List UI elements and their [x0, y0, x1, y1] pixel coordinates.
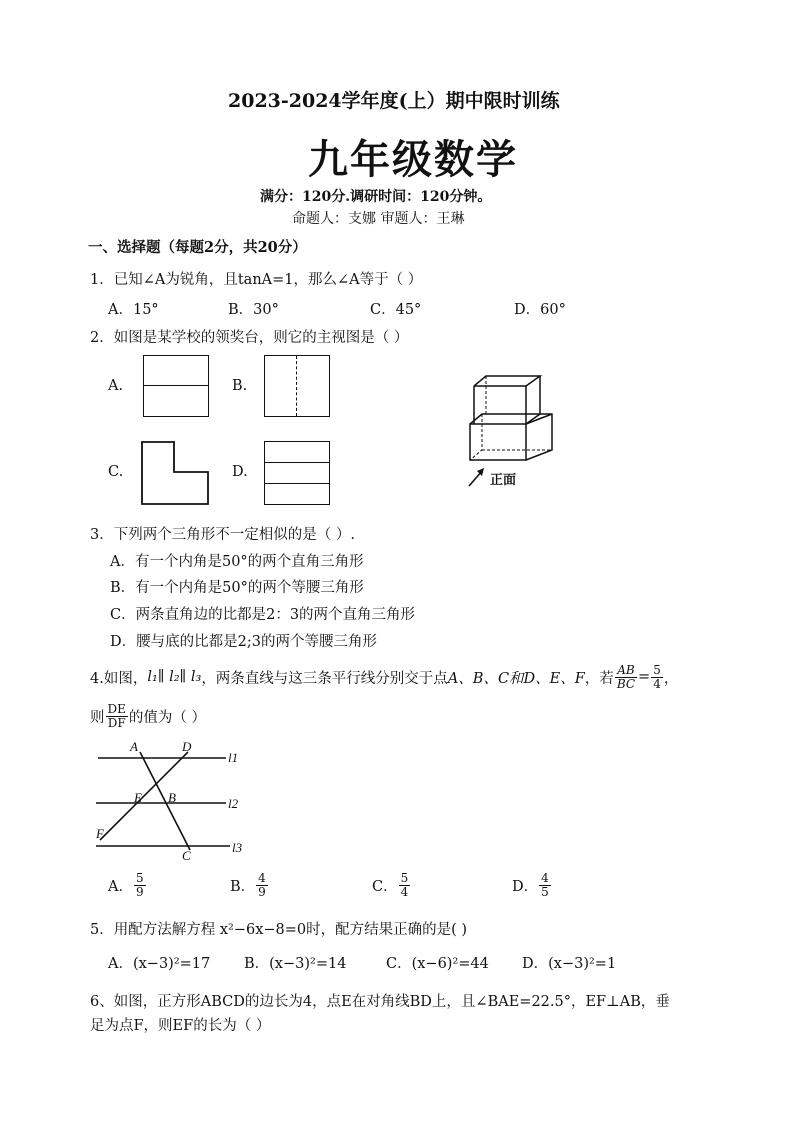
q4-ratio-equals: = [638, 669, 651, 686]
question-2-stem: 2．如图是某学校的领奖台，则它的主视图是（ ） [90, 330, 409, 346]
label-e: E [134, 790, 142, 805]
q5-option-c: C．(x−6)²=44 [386, 956, 489, 972]
q2-option-b-figure [264, 355, 330, 417]
q4-points: A、B、C和D、E、F [447, 670, 585, 687]
label-l2: l2 [228, 796, 239, 811]
q1-option-c: C．45° [370, 302, 422, 318]
q1-option-b: B．30° [228, 302, 279, 318]
q1-option-d: D．60° [514, 302, 566, 318]
q4-line2-pre: 则 [90, 709, 105, 726]
label-b: B [168, 790, 176, 805]
q4-stem-part-d: ， [663, 670, 679, 687]
question-1-stem: 1．已知∠A为锐角，且tanA=1，那么∠A等于（ ） [90, 272, 423, 288]
section-heading: 一、选择题（每题2分，共20分） [88, 239, 307, 256]
q4-parallel-lines: l₁∥ l₂∥ l₃ [147, 669, 202, 686]
question-6-line1: 6、如图，正方形ABCD的边长为4，点E在对角线BD上，且∠BAE=22.5°，EF⊥AB，垂 [90, 994, 670, 1010]
q4-stem-part-b: ，两条直线与这三条平行线分别交于点 [201, 670, 448, 687]
q2-option-c-figure [141, 441, 211, 507]
score-time-info: 满分：120分.调研时间：120分钟。 [260, 189, 492, 205]
front-arrow-icon [466, 466, 488, 488]
q4-ratio-value: $\frac{5}{4}$ [653, 663, 661, 691]
question-5-stem: 5．用配方法解方程 x²−6x−8=0时，配方结果正确的是( ) [90, 922, 468, 938]
q5-option-b: B．(x−3)²=14 [244, 956, 347, 972]
q2-option-a-label: A. [108, 378, 124, 394]
q2-option-a-figure [143, 355, 209, 417]
label-c: C [182, 848, 191, 863]
question-3-stem: 3．下列两个三角形不一定相似的是（ ）. [90, 527, 355, 543]
podium-figure [460, 372, 580, 472]
question-6-line2: 足为点F，则EF的长为（ ） [90, 1018, 271, 1034]
q4-ask-fraction: $\frac{DE}{DF}$ [107, 702, 126, 730]
parallel-lines-figure [88, 738, 258, 863]
q1-option-a: A．15° [108, 302, 159, 318]
q4-option-d: D． $\frac{4}{5}$ [512, 871, 549, 899]
q2-option-d-figure [264, 441, 330, 505]
q4-stem-part-a: 4.如图， [90, 670, 148, 687]
q3-option-b: B．有一个内角是50°的两个等腰三角形 [110, 580, 364, 596]
q4-line2-post: 的值为（ ） [128, 709, 206, 726]
q3-option-a: A．有一个内角是50°的两个直角三角形 [110, 554, 364, 570]
q4-option-b: B． $\frac{4}{9}$ [230, 871, 266, 899]
q2-option-d-label: D. [232, 464, 248, 480]
authors-info: 命题人：支娜 审题人：王琳 [292, 211, 465, 227]
q4-ratio-fraction: $\frac{AB}{BC}$ [616, 663, 636, 691]
label-l1: l1 [228, 750, 239, 765]
q2-option-b-label: B. [232, 378, 248, 394]
q3-option-d: D．腰与底的比都是2;3的两个等腰三角形 [110, 634, 377, 650]
page-title: 九年级数学 [308, 136, 518, 183]
q3-option-c: C．两条直角边的比都是2：3的两个直角三角形 [110, 607, 416, 623]
front-label: 正面 [490, 473, 517, 488]
label-d: D [182, 739, 192, 754]
label-a: A [130, 739, 138, 754]
q5-option-a: A．(x−3)²=17 [108, 956, 211, 972]
label-f: F [96, 826, 104, 841]
q4-option-c: C． $\frac{5}{4}$ [372, 871, 409, 899]
exam-title-line: 2023-2024学年度(上）期中限时训练 [228, 90, 560, 112]
question-4-line2 [90, 703, 206, 729]
question-4-stem [90, 664, 678, 690]
q2-option-c-label: C. [108, 464, 124, 480]
q4-stem-part-c: ，若 [584, 670, 614, 687]
q5-option-d: D．(x−3)²=1 [522, 956, 617, 972]
label-l3: l3 [232, 840, 243, 855]
q4-option-a: A． $\frac{5}{9}$ [108, 871, 144, 899]
